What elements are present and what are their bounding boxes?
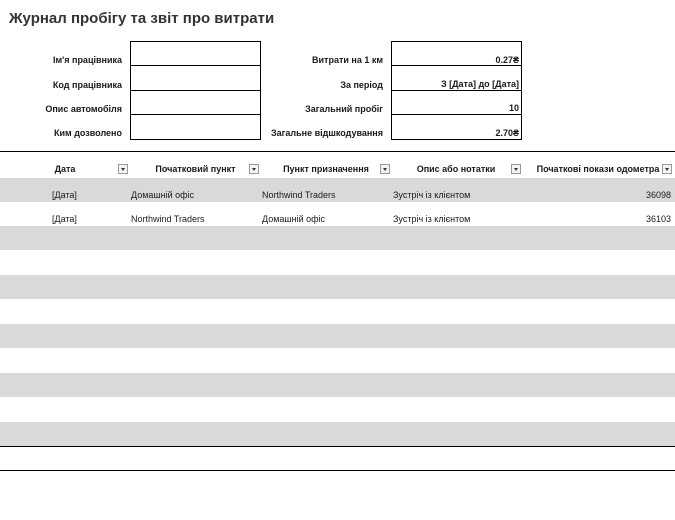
header-start-point: Початковий пункт [155, 164, 236, 174]
row-band [0, 422, 675, 446]
cell-date[interactable]: [Дата] [52, 190, 77, 200]
period-label: За період [340, 80, 383, 90]
page-title: Журнал пробігу та звіт про витрати [9, 10, 275, 27]
car-description-field[interactable] [130, 91, 261, 115]
employee-name-field[interactable] [130, 41, 261, 66]
filter-dropdown-start-icon[interactable] [249, 164, 259, 174]
total-mileage-field[interactable]: 10 [391, 91, 522, 115]
employee-code-label: Код працівника [52, 80, 122, 90]
cost-per-km-label: Витрати на 1 км [312, 55, 383, 65]
row-band [0, 275, 675, 299]
employee-code-field[interactable] [130, 66, 261, 91]
car-description-label: Опис автомобіля [45, 104, 122, 114]
cell-start-point[interactable]: Northwind Traders [131, 214, 205, 224]
row-band [0, 373, 675, 397]
cell-destination[interactable]: Домашній офіс [262, 214, 326, 224]
cell-odometer[interactable]: 36103 [645, 214, 671, 224]
cell-start-point[interactable]: Домашній офіс [131, 190, 195, 200]
cell-destination[interactable]: Northwind Traders [262, 190, 336, 200]
cost-per-km-field[interactable]: 0.27₴ [391, 41, 522, 66]
total-mileage-label: Загальний пробіг [305, 104, 383, 114]
cell-notes[interactable]: Зустріч із клієнтом [393, 214, 471, 224]
filter-dropdown-destination-icon[interactable] [380, 164, 390, 174]
header-odometer: Початкові покази одометра [536, 164, 660, 174]
row-band [0, 226, 675, 250]
total-reimbursement-field[interactable]: 2.70₴ [391, 115, 522, 140]
total-reimbursement-label: Загальне відшкодування [271, 128, 383, 138]
cell-date[interactable]: [Дата] [52, 214, 77, 224]
filter-dropdown-date-icon[interactable] [118, 164, 128, 174]
row-band [0, 324, 675, 348]
header-destination: Пункт призначення [283, 164, 369, 174]
table-bottom-border [0, 446, 675, 447]
filter-dropdown-odometer-icon[interactable] [662, 164, 672, 174]
cell-odometer[interactable]: 36098 [645, 190, 671, 200]
approved-by-label: Ким дозволено [54, 128, 122, 138]
header-date: Дата [54, 164, 76, 174]
period-field[interactable]: З [Дата] до [Дата] [391, 66, 522, 91]
divider-bottom [0, 470, 675, 471]
divider-top [0, 151, 675, 152]
cell-notes[interactable]: Зустріч із клієнтом [393, 190, 471, 200]
employee-name-label: Ім'я працівника [52, 55, 122, 65]
filter-dropdown-notes-icon[interactable] [511, 164, 521, 174]
approved-by-field[interactable] [130, 115, 261, 140]
header-notes: Опис або нотатки [416, 164, 496, 174]
